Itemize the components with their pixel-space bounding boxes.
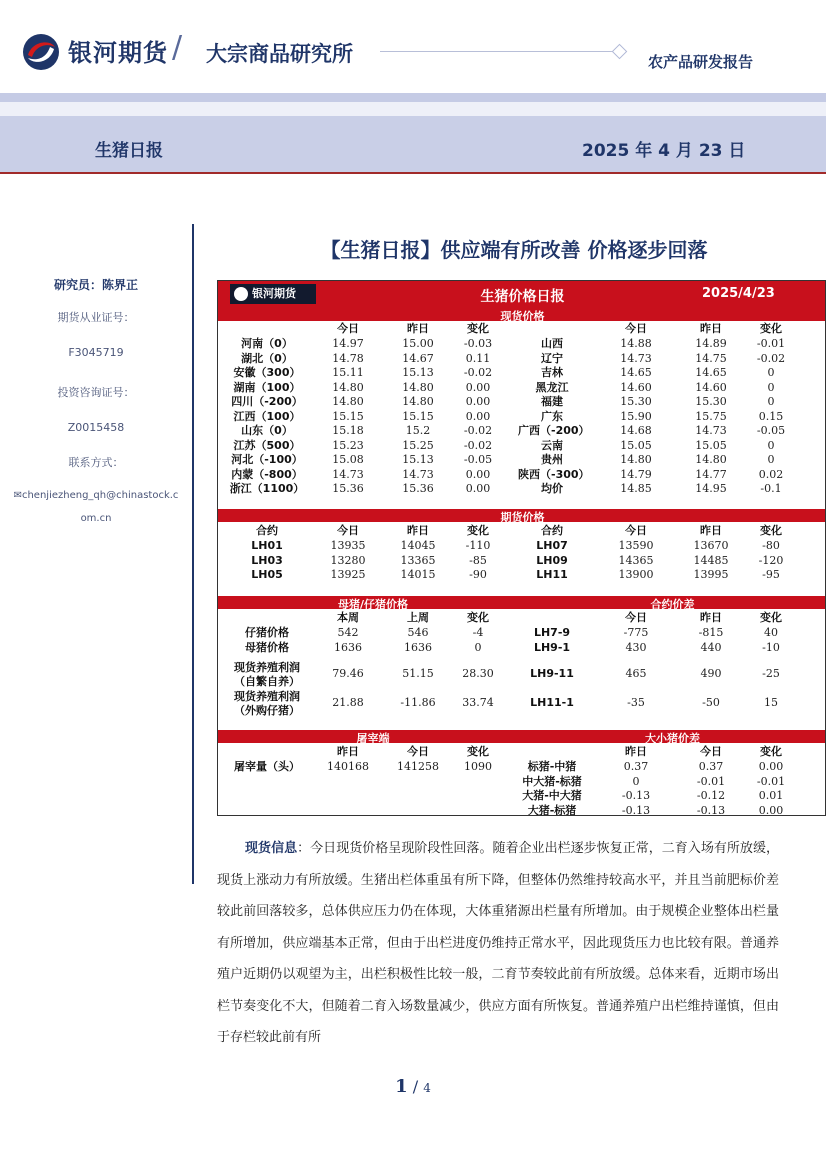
sow-cell: 1636: [404, 641, 432, 654]
spot-left-cell: 15.00: [402, 337, 434, 350]
spot-left-cell: -0.05: [463, 453, 493, 466]
spot-right-header: 昨日: [700, 322, 722, 335]
sow-spread-section-header: [218, 596, 826, 609]
spread-cell: LH11-1: [530, 696, 574, 709]
slaughter-header: 今日: [407, 745, 429, 758]
futures-cert-label: 期货从业证号：: [57, 311, 135, 324]
sow-cell: -11.86: [400, 696, 436, 709]
spot-right-cell: 黑龙江: [535, 380, 569, 394]
spot-left-cell: 四川（-200）: [231, 395, 303, 408]
futures-left-cell: LH03: [251, 553, 283, 567]
size-cell: -0.01: [696, 774, 726, 788]
table-title: 生猪价格日报: [480, 289, 565, 305]
spread-cell: 430: [625, 641, 647, 654]
spot-right-cell: -0.02: [756, 351, 786, 365]
sow-cell: 546: [407, 626, 429, 639]
spot-left-cell: 15.08: [332, 453, 364, 466]
spot-left-cell: 14.80: [402, 395, 434, 408]
main-title: 【生猪日报】供应端有所改善 价格逐步回落: [320, 238, 708, 262]
spot-left-cell: 浙江（1100）: [229, 482, 305, 495]
spot-right-cell: 14.77: [695, 467, 727, 481]
spot-right-cell: 云南: [541, 438, 563, 452]
spot-right-cell: 15.05: [695, 438, 727, 452]
spot-left-cell: 0.00: [465, 467, 491, 481]
futures-right-cell: -80: [762, 539, 780, 552]
sow-cell: 28.30: [462, 667, 494, 680]
futures-section-title: 期货价格: [500, 511, 545, 524]
size-cell: 中大猪-标猪: [522, 774, 582, 788]
spread-cell: -25: [762, 667, 780, 680]
report-name: 生猪日报: [95, 141, 163, 161]
spot-left-cell: -0.02: [463, 366, 493, 379]
spot-right-cell: 14.68: [620, 424, 652, 437]
invest-cert-label: 投资咨询证号：: [57, 386, 135, 399]
sow-row-sublabel: （外购仔猪）: [234, 704, 300, 717]
spot-left-cell: 15.15: [402, 409, 434, 423]
spot-left-cell: 江西（100）: [233, 409, 301, 423]
spread-section-title: 合约价差: [650, 598, 695, 611]
spot-right-cell: 14.73: [695, 424, 727, 437]
spot-right-cell: 14.88: [620, 337, 652, 350]
size-cell: -0.13: [696, 803, 726, 816]
table-logo-text: 银河期货: [252, 287, 296, 300]
researcher-name: 陈界正: [102, 278, 139, 292]
institute-name: 大宗商品研究所: [206, 42, 353, 66]
report-title-bar: [0, 116, 826, 172]
futures-left-cell: LH05: [251, 568, 283, 581]
size-cell: -0.01: [756, 774, 786, 788]
futures-right-cell: LH11: [536, 568, 568, 581]
spot-right-cell: 15.75: [695, 409, 727, 423]
futures-left-header: 昨日: [407, 524, 429, 537]
spot-right-cell: -0.01: [756, 337, 786, 350]
size-cell: 0.37: [698, 760, 724, 773]
spot-right-cell: 14.89: [695, 337, 727, 350]
email-line-2: om.cn: [80, 513, 112, 524]
slaughter-size-section-header: [218, 730, 826, 743]
galaxy-logo-icon: [22, 33, 60, 71]
spread-cell: LH7-9: [533, 626, 571, 639]
futures-right-cell: 14365: [618, 553, 654, 567]
price-table: [217, 280, 826, 816]
spot-left-cell: 15.36: [402, 482, 434, 495]
sow-row-label: 母猪价格: [245, 641, 289, 654]
report-date: 2025 年 4 月 23 日: [582, 141, 746, 161]
futures-right-cell: 13670: [693, 539, 729, 552]
spread-cell: -50: [702, 696, 720, 709]
spot-right-cell: 0.15: [758, 409, 784, 423]
sow-section-title: 母猪/仔猪价格: [337, 598, 409, 611]
futures-left-cell: 14045: [400, 539, 436, 552]
futures-right-cell: -95: [762, 568, 780, 581]
spot-left-cell: 15.13: [402, 453, 434, 466]
spot-left-cell: -0.03: [463, 337, 493, 350]
spot-right-cell: 14.75: [695, 351, 727, 365]
spot-left-cell: 15.11: [332, 366, 364, 379]
futures-left-cell: 13925: [330, 568, 366, 581]
title-bar-underline: [0, 172, 826, 174]
sow-row-label: 仔猪价格: [245, 626, 289, 639]
spot-right-cell: 0.02: [758, 467, 784, 481]
spot-right-cell: 14.65: [695, 366, 727, 379]
futures-left-cell: 13365: [400, 553, 436, 567]
futures-right-cell: -120: [758, 553, 784, 567]
sow-cell: 21.88: [332, 696, 364, 709]
spot-left-cell: 14.73: [332, 467, 364, 481]
futures-left-cell: -110: [465, 539, 491, 552]
spot-left-cell: 江苏（500）: [233, 438, 301, 452]
spot-right-cell: 14.95: [695, 482, 727, 495]
slaughter-section-title: 屠宰端: [356, 732, 390, 745]
size-cell: -0.13: [621, 803, 651, 816]
spot-left-cell: 15.15: [332, 409, 364, 423]
size-cell: 大猪-中大猪: [522, 789, 582, 802]
spot-left-cell: 14.80: [402, 380, 434, 394]
size-header: 今日: [700, 745, 722, 758]
page-number: 1 / 4: [395, 1076, 431, 1097]
spot-info-paragraph: [217, 833, 779, 1054]
futures-right-cell: 13995: [693, 568, 729, 581]
size-section-title: 大小猪价差: [645, 732, 700, 745]
logo-divider: /: [172, 30, 183, 65]
spot-right-cell: 15.30: [620, 395, 652, 408]
spot-left-cell: 0.00: [465, 409, 491, 423]
size-cell: -0.12: [696, 789, 726, 802]
spot-right-header: 今日: [625, 322, 647, 335]
size-cell: 0.01: [758, 789, 784, 802]
sow-cell: 1636: [334, 641, 362, 654]
sow-cell: 0: [474, 641, 482, 654]
futures-left-cell: 13280: [330, 553, 366, 567]
spread-cell: 40: [764, 626, 778, 639]
spot-left-cell: 14.80: [332, 395, 364, 408]
sow-header: 变化: [467, 611, 489, 624]
spot-right-cell: 福建: [541, 395, 563, 408]
spot-left-cell: 0.00: [465, 482, 491, 495]
sow-cell: -4: [472, 626, 484, 639]
size-cell: 0.00: [758, 803, 784, 816]
futures-right-cell: 13900: [618, 568, 654, 581]
spot-left-cell: 0.00: [465, 395, 491, 408]
sow-cell: 542: [337, 626, 359, 639]
slaughter-cell: 屠宰量（头）: [234, 760, 300, 773]
sow-cell: 79.46: [332, 667, 364, 680]
size-cell: -0.13: [621, 789, 651, 802]
spread-cell: 490: [700, 667, 722, 680]
table-date: 2025/4/23: [702, 286, 775, 301]
futures-cert: F3045719: [68, 346, 124, 359]
logo-text: 银河期货: [68, 39, 168, 67]
contact-label: 联系方式：: [68, 456, 124, 469]
spread-cell: 15: [764, 696, 778, 709]
spot-right-cell: 14.79: [620, 467, 652, 481]
spot-right-cell: 陕西（-300）: [518, 467, 590, 481]
spread-cell: LH9-1: [533, 641, 571, 654]
spot-right-cell: 15.05: [620, 438, 652, 452]
spread-header: 昨日: [700, 611, 722, 624]
spread-cell: 465: [625, 667, 647, 680]
diamond-icon: [612, 44, 628, 60]
futures-right-header: 合约: [541, 524, 563, 537]
spread-cell: -815: [698, 626, 724, 639]
header-band: [0, 93, 826, 102]
spot-right-cell: 15.90: [620, 409, 652, 423]
futures-right-cell: 13590: [618, 539, 654, 552]
spread-header: 变化: [760, 611, 782, 624]
size-header: 变化: [760, 745, 782, 758]
header-rule: [380, 51, 616, 52]
futures-left-header: 变化: [467, 524, 489, 537]
spread-cell: LH9-11: [530, 667, 574, 680]
spot-right-cell: 14.65: [620, 366, 652, 379]
spot-right-cell: 15.30: [695, 395, 727, 408]
sow-header: 本周: [337, 611, 359, 624]
spot-right-cell: 14.73: [620, 351, 652, 365]
spot-right-cell: -0.1: [760, 482, 782, 495]
spot-section-header: [218, 308, 826, 321]
spot-right-cell: 山西: [541, 337, 563, 350]
sow-cell: 51.15: [402, 667, 434, 680]
spot-left-cell: 15.18: [332, 424, 364, 437]
size-cell: 标猪-中猪: [527, 760, 577, 773]
page-header: [0, 0, 826, 92]
spot-right-cell: 14.85: [620, 482, 652, 495]
spot-left-cell: 15.23: [332, 438, 364, 452]
spot-right-cell: 贵州: [541, 453, 563, 466]
futures-right-header: 昨日: [700, 524, 722, 537]
spot-right-cell: 0: [767, 380, 775, 394]
spot-left-cell: 14.67: [402, 351, 434, 365]
size-header: 昨日: [625, 745, 647, 758]
spot-info-label: 现货信息: [245, 841, 298, 856]
futures-right-cell: LH09: [536, 553, 568, 567]
spread-header: 今日: [625, 611, 647, 624]
futures-right-cell: 14485: [693, 553, 729, 567]
futures-right-header: 变化: [760, 524, 782, 537]
spot-left-cell: 内蒙（-800）: [231, 467, 303, 481]
sow-header: 上周: [407, 611, 429, 624]
spot-left-header: 今日: [337, 322, 359, 335]
report-type: 农产品研发报告: [648, 53, 754, 71]
spot-left-cell: 安徽（300）: [233, 366, 301, 379]
futures-section-header: [218, 509, 826, 522]
futures-right-header: 今日: [625, 524, 647, 537]
futures-left-cell: -90: [469, 568, 487, 581]
spread-cell: 440: [700, 641, 722, 654]
researcher: [0, 276, 192, 293]
futures-left-header: 合约: [256, 524, 278, 537]
spot-right-cell: 14.80: [695, 453, 727, 466]
spot-right-cell: 14.60: [695, 380, 727, 394]
sow-row-label: 现货养殖利润: [234, 690, 300, 703]
spot-left-cell: 14.97: [332, 337, 364, 350]
mail-icon: ✉: [13, 490, 22, 501]
email-line-1: chenjiezheng_qh@chinastock.c: [21, 490, 179, 501]
futures-left-header: 今日: [337, 524, 359, 537]
spot-left-header: 变化: [467, 322, 489, 335]
spot-left-cell: -0.02: [463, 424, 493, 437]
spot-right-cell: 均价: [541, 482, 563, 495]
futures-left-cell: LH01: [251, 539, 283, 552]
sow-row-label: 现货养殖利润: [234, 661, 300, 674]
spot-left-cell: -0.02: [463, 438, 493, 452]
spot-right-cell: 14.80: [620, 453, 652, 466]
size-cell: 0: [632, 774, 640, 788]
spot-right-cell: 广东: [541, 409, 563, 423]
slaughter-cell: 140168: [327, 760, 369, 773]
spot-left-cell: 15.13: [402, 366, 434, 379]
spot-left-cell: 0.00: [465, 380, 491, 394]
spot-info-text: ：今日现货价格呈现阶段性回落。随着企业出栏逐步恢复正常，二育入场有所放缓，现货上涨动力有所放缓。生猪出栏体重虽有所下降，但整体仍然维持较高水平，并且当前肥标价差较此前回落较多，总体供应压力仍在体现，大体重猪源出栏量有所增加。由于规模企业整体出栏量有所增加，供应端基本正常，但由于出栏进度仍维持正常水平，因此现货压力也比较有限。普通养殖户近期仍以观望为主，出栏积极性比较一般，二育节奏较此前有所放缓。总体来看，近期市场出栏节奏变化不大，但随着二育入场数量减少，供应方面有所恢复。普通养殖户出栏维持谨慎，但由于存栏较此前有所: [217, 841, 779, 1045]
size-cell: 大猪-标猪: [527, 803, 577, 816]
spot-left-cell: 15.2: [405, 424, 431, 437]
futures-left-cell: 13935: [330, 539, 366, 552]
spot-left-cell: 0.11: [465, 351, 491, 365]
spot-left-cell: 15.36: [332, 482, 364, 495]
spot-left-cell: 河北（-100）: [231, 453, 303, 466]
spot-right-cell: 广西（-200）: [518, 424, 590, 437]
spot-left-cell: 14.80: [332, 380, 364, 394]
sow-cell: 33.74: [462, 696, 494, 709]
slaughter-header: 昨日: [337, 745, 359, 758]
table-header: [218, 281, 826, 308]
slaughter-cell: 1090: [464, 760, 492, 773]
spread-cell: -10: [762, 641, 780, 654]
spot-right-cell: 0: [767, 438, 775, 452]
slaughter-cell: 141258: [397, 760, 439, 773]
spot-right-cell: 吉林: [541, 366, 563, 379]
slaughter-header: 变化: [467, 745, 489, 758]
spot-left-cell: 湖北（0）: [241, 351, 293, 365]
spread-cell: -35: [627, 696, 645, 709]
spot-left-cell: 14.73: [402, 467, 434, 481]
size-cell: 0.00: [758, 760, 784, 773]
header-band-light: [0, 102, 826, 116]
spot-right-cell: -0.05: [756, 424, 786, 437]
spot-left-cell: 14.78: [332, 351, 364, 365]
futures-left-cell: 14015: [400, 568, 436, 581]
spot-left-cell: 河南（0）: [241, 337, 293, 350]
spot-section-title: 现货价格: [500, 310, 545, 323]
spot-right-cell: 0: [767, 395, 775, 408]
spot-left-header: 昨日: [407, 322, 429, 335]
spot-right-cell: 辽宁: [541, 351, 563, 365]
researcher-label: 研究员：: [53, 278, 102, 292]
spot-right-cell: 0: [767, 453, 775, 466]
spot-right-header: 变化: [760, 322, 782, 335]
futures-right-cell: LH07: [536, 539, 568, 552]
spot-right-cell: 14.60: [620, 380, 652, 394]
invest-cert: Z0015458: [67, 421, 125, 434]
sow-row-sublabel: （自繁自养）: [234, 675, 300, 688]
spot-left-cell: 山东（0）: [241, 424, 293, 437]
sidebar-divider: [192, 224, 194, 884]
size-cell: 0.37: [623, 760, 649, 773]
spot-left-cell: 湖南（100）: [233, 380, 301, 394]
contact-email[interactable]: [0, 490, 192, 501]
spot-right-cell: 0: [767, 366, 775, 379]
futures-left-cell: -85: [469, 553, 487, 567]
spread-cell: -775: [623, 626, 649, 639]
spot-left-cell: 15.25: [402, 438, 434, 452]
